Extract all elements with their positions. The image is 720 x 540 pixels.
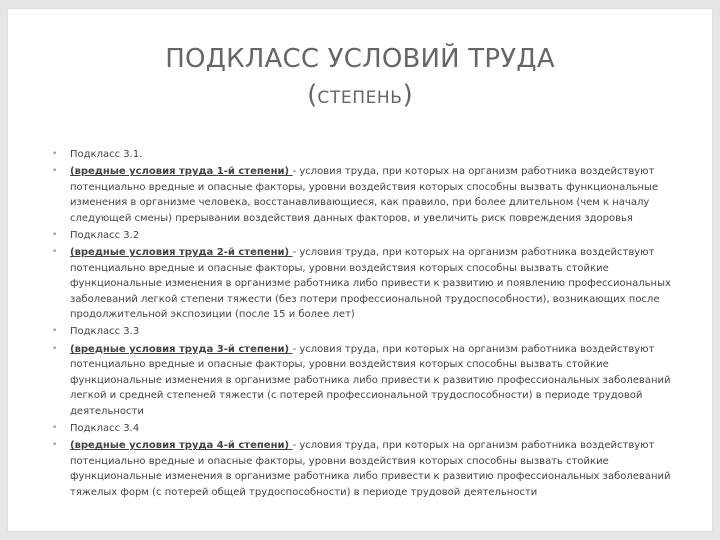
definition-text: - условия труда, при которых на организм работника воздействуют потенциально вредные и опасные факторы, уровни воздействия которых способны вызвать стойкие функциональные изменения в организме работника либо привести к развитию профессиональных заболеваний тяжелых форм (с потерей общей трудоспособности) в периоде трудовой деятельности <box>70 440 671 498</box>
list-item-subclass-3-2 <box>52 228 680 243</box>
definition-term: (вредные условия труда 3-й степени) <box>70 343 293 355</box>
slide <box>8 9 712 531</box>
subclass-label: Подкласс 3.3 <box>70 326 140 338</box>
list-item-definition-1 <box>52 164 680 226</box>
list-item-subclass-3-4 <box>52 421 680 436</box>
definition-text: - условия труда, при которых на организм работника воздействуют потенциально вредные и опасные факторы, уровни воздействия которых способны вызвать стойкие функциональные изменения в организме работника либо привести к развитию и появлению профессиональных заболеваний легкой степени тяжести (без потери профессиональной трудоспособности), возникающих после продолжительной экспозиции (после 15 и более лет) <box>70 247 671 321</box>
subclass-label: Подкласс 3.4 <box>70 422 140 434</box>
definition-term: (вредные условия труда 2-й степени) <box>70 247 293 259</box>
title-line-1: ПОДКЛАСС УСЛОВИЙ ТРУДА <box>165 44 555 74</box>
title-close-paren: ) <box>402 80 413 110</box>
bullet-list <box>52 147 680 502</box>
subclass-label: Подкласс 3.1. <box>70 149 143 160</box>
definition-text: - условия труда, при которых на организм работника воздействуют потенциально вредные и опасные факторы, уровни воздействия которых способны вызвать стойкие функциональные изменения в организме работника либо привести к развитию профессиональных заболеваний легкой и средней степеней тяжести (с потерей профессиональной трудоспособности) в периоде трудовой деятельности <box>70 343 671 417</box>
list-item-definition-3 <box>52 342 680 419</box>
list-item-definition-2 <box>52 245 680 322</box>
list-item-subclass-3-1 <box>52 147 680 162</box>
title-word: СТЕПЕНЬ <box>317 88 403 108</box>
subclass-label: Подкласс 3.2 <box>70 230 140 242</box>
definition-term: (вредные условия труда 4-й степени) <box>70 440 293 452</box>
definition-term: (вредные условия труда 1-й степени) <box>70 166 293 178</box>
title-line-2 <box>8 77 712 116</box>
list-item-subclass-3-3 <box>52 324 680 339</box>
definition-text: - условия труда, при которых на организм работника воздействуют потенциально вредные и опасные факторы, уровни воздействия которых способны вызвать функциональные изменения в организме человека, восстанавливающиеся, как правило, при более длительном (чем к началу следующей смены) прерывании воздействия данных факторов, и увеличить риск повреждения здоровья <box>70 166 659 224</box>
title-open-paren: ( <box>307 80 318 110</box>
slide-title <box>8 41 712 116</box>
list-item-definition-4 <box>52 438 680 500</box>
